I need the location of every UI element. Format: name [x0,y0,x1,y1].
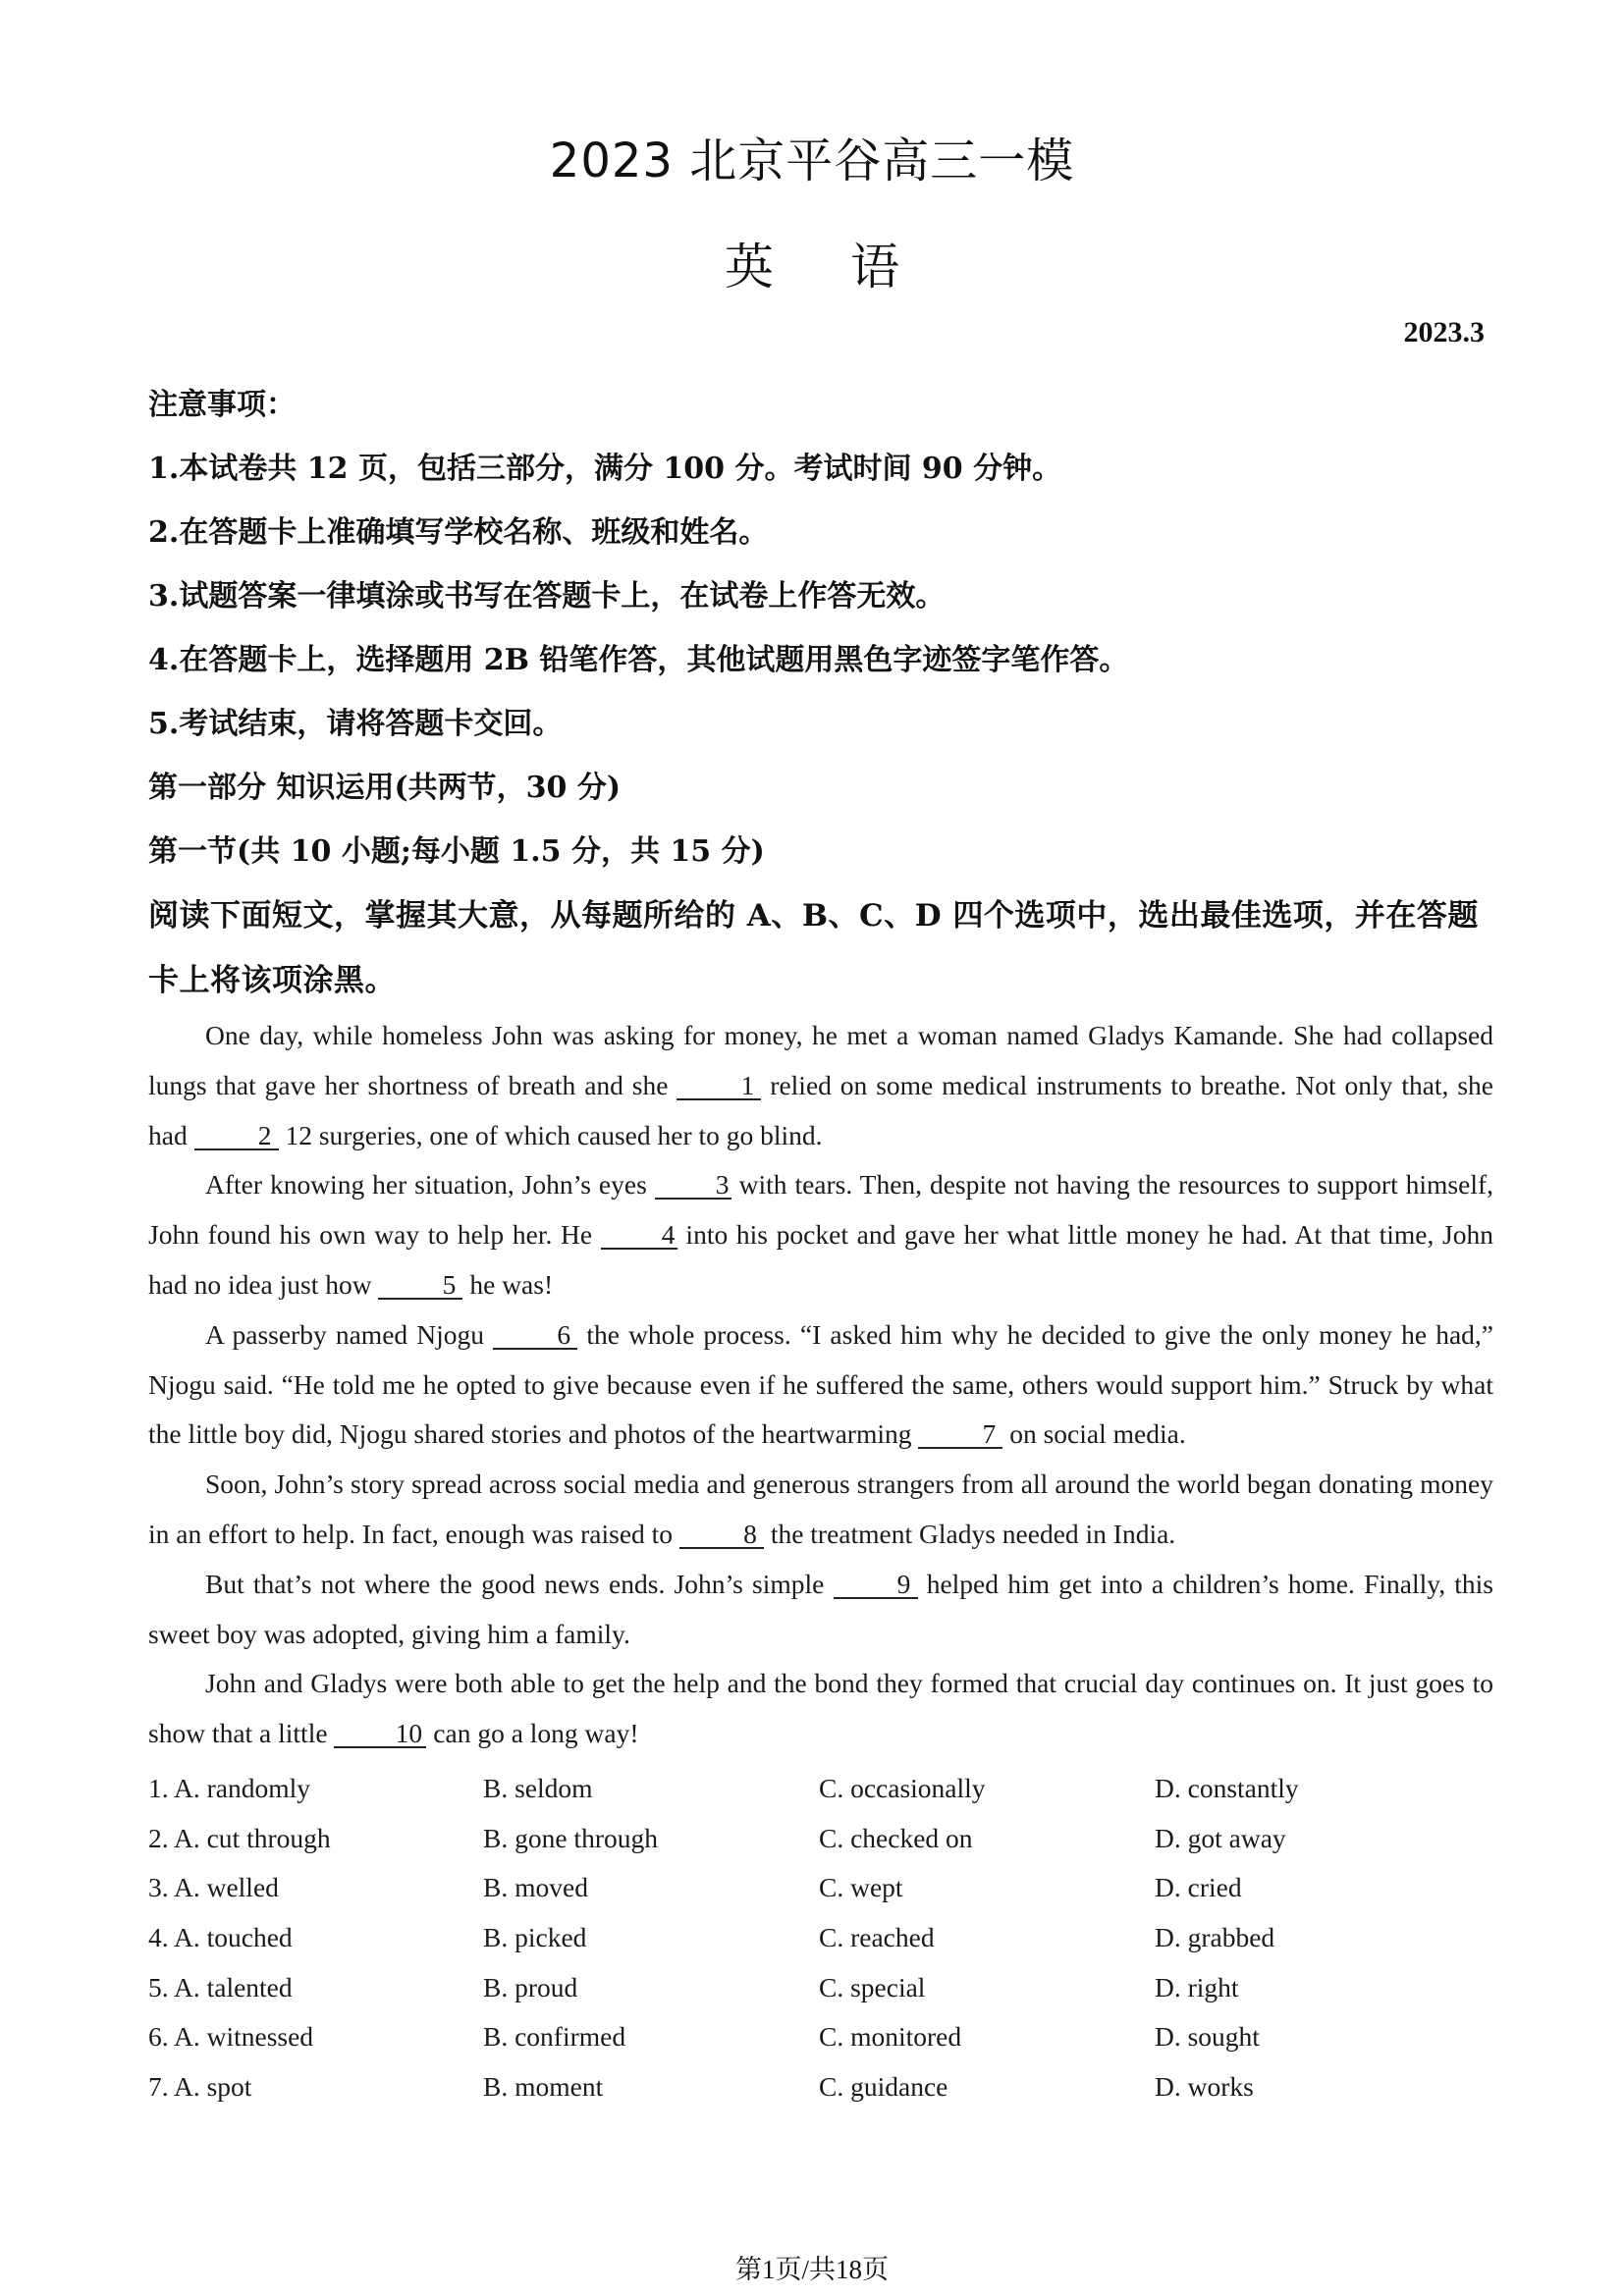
blank-6: 6 [493,1322,577,1350]
option-a: 4. A. touched [148,1922,293,1953]
option-row [148,1963,1493,2013]
page-number: 第1页/共18页 [734,2255,889,2284]
option-b: B. moved [483,1872,588,1903]
option-d: D. sought [1155,2021,1260,2053]
subject-title: 英语 [725,239,976,295]
option-c: C. checked on [819,1822,973,1853]
exam-notes [148,373,1493,1013]
option-c: C. reached [819,1922,935,1953]
blank-2: 2 [194,1123,279,1150]
note-item: 2.在答题卡上准确填写学校名称、班级和姓名。 [148,515,769,550]
option-b: B. gone through [483,1822,658,1853]
option-b: B. seldom [483,1773,593,1803]
passage-text: relied on some medical instruments to breathe. Not only that, she had [148,1069,1494,1150]
passage-text: Soon, John’s story spread across social media and generous strangers from all around the world began donating money in an effort to help. In fact, enough was raised to [148,1468,1493,1549]
blank-10: 10 [334,1721,426,1748]
option-row [148,1814,1493,1864]
passage-text: helped him get into a children’s home. Finally, this sweet boy was adopted, giving him a family. [148,1568,1494,1649]
passage-text: the whole process. “I asked him why he decided to give the only money he had,” Njogu said. “He told me he opted to give because even if he suffered the same, others would support him.” Struck by what the little boy did, Njogu shared stories and photos of the heartwarming [148,1318,1493,1450]
section-heading: 第一节(共 10 小题;每小题 1.5 分，共 15 分) [148,834,765,869]
part-heading: 第一部分 知识运用(共两节，30 分) [148,771,622,805]
note-item: 4.在答题卡上，选择题用 2B 铅笔作答，其他试题用黑色字迹签字笔作答。 [148,643,1129,677]
passage-paragraph [148,1160,1493,1309]
option-c: C. wept [819,1872,903,1903]
option-c: C. guidance [819,2071,948,2103]
option-c: C. occasionally [819,1773,986,1803]
option-c: C. special [819,1971,926,2002]
passage-text: 12 surgeries, one of which caused her to go blind. [278,1119,823,1150]
blank-1: 1 [677,1073,761,1100]
blank-9: 9 [834,1572,918,1599]
passage-text: with tears. Then, despite not having the resources to support himself, John found his own way to help her. He [148,1169,1494,1251]
passage-paragraph [148,1560,1493,1660]
passage-paragraph [148,1011,1493,1160]
option-row [148,1764,1493,1814]
passage-text: But that’s not where the good news ends. John’s simple [205,1568,834,1599]
passage-paragraph [148,1659,1493,1759]
option-a: 1. A. randomly [148,1773,310,1803]
notes-heading: 注意事项： [148,388,296,422]
passage-text: into his pocket and gave her what little money he had. At that time, John had no idea just how [148,1219,1493,1300]
passage-paragraph [148,1460,1493,1560]
option-b: B. proud [483,1971,578,2002]
option-a: 5. A. talented [148,1971,293,2002]
option-row [148,2062,1493,2112]
blank-8: 8 [679,1522,764,1549]
blank-3: 3 [655,1172,731,1200]
option-b: B. picked [483,1922,587,1953]
passage-text: John and Gladys were both able to get the help and the bond they formed that crucial day continues on. It just goes to show that a little [148,1668,1493,1749]
passage-paragraph [148,1310,1493,1460]
reading-instruction: 阅读下面短文，掌握其大意，从每题所给的 A、B、C、D 四个选项中，选出最佳选项，并在答题卡上将该项涂黑。 [148,898,1479,998]
option-c: C. monitored [819,2021,962,2053]
blank-5: 5 [378,1272,462,1300]
option-b: B. moment [483,2071,604,2103]
note-item: 5.考试结束，请将答题卡交回。 [148,707,563,741]
note-item: 1.本试卷共 12 页，包括三部分，满分 100 分。考试时间 90 分钟。 [148,452,1062,486]
option-b: B. confirmed [483,2021,626,2053]
passage-text: One day, while homeless John was asking for money, he met a woman named Gladys Kamande. She had collapsed lungs that gave her shortness of breath and she [148,1020,1493,1100]
passage-text: can go a long way! [426,1718,639,1749]
exam-title: 2023 北京平谷高三一模 [549,133,1075,188]
passage-text: the treatment Gladys needed in India. [763,1518,1176,1549]
option-a: 2. A. cut through [148,1822,331,1853]
blank-7: 7 [918,1421,1002,1449]
passage-text: he was! [462,1268,554,1300]
option-row [148,1863,1493,1913]
passage-text: A passerby named Njogu [205,1318,494,1350]
passage-text: on social media. [1002,1418,1186,1450]
option-d: D. cried [1155,1872,1242,1903]
option-d: D. got away [1155,1822,1286,1853]
blank-4: 4 [601,1222,677,1250]
option-row [148,1913,1493,1963]
answer-options [148,1764,1493,2112]
option-d: D. grabbed [1155,1922,1275,1953]
option-a: 6. A. witnessed [148,2021,314,2053]
option-d: D. constantly [1155,1773,1299,1803]
option-a: 7. A. spot [148,2071,252,2103]
exam-date: 2023.3 [1403,316,1485,348]
note-item: 3.试题答案一律填涂或书写在答题卡上，在试卷上作答无效。 [148,579,946,614]
option-d: D. works [1155,2071,1254,2103]
option-a: 3. A. welled [148,1872,279,1903]
cloze-passage [148,1011,1493,1759]
passage-text: After knowing her situation, John’s eyes [205,1169,655,1201]
option-row [148,2012,1493,2062]
option-d: D. right [1155,1971,1239,2002]
